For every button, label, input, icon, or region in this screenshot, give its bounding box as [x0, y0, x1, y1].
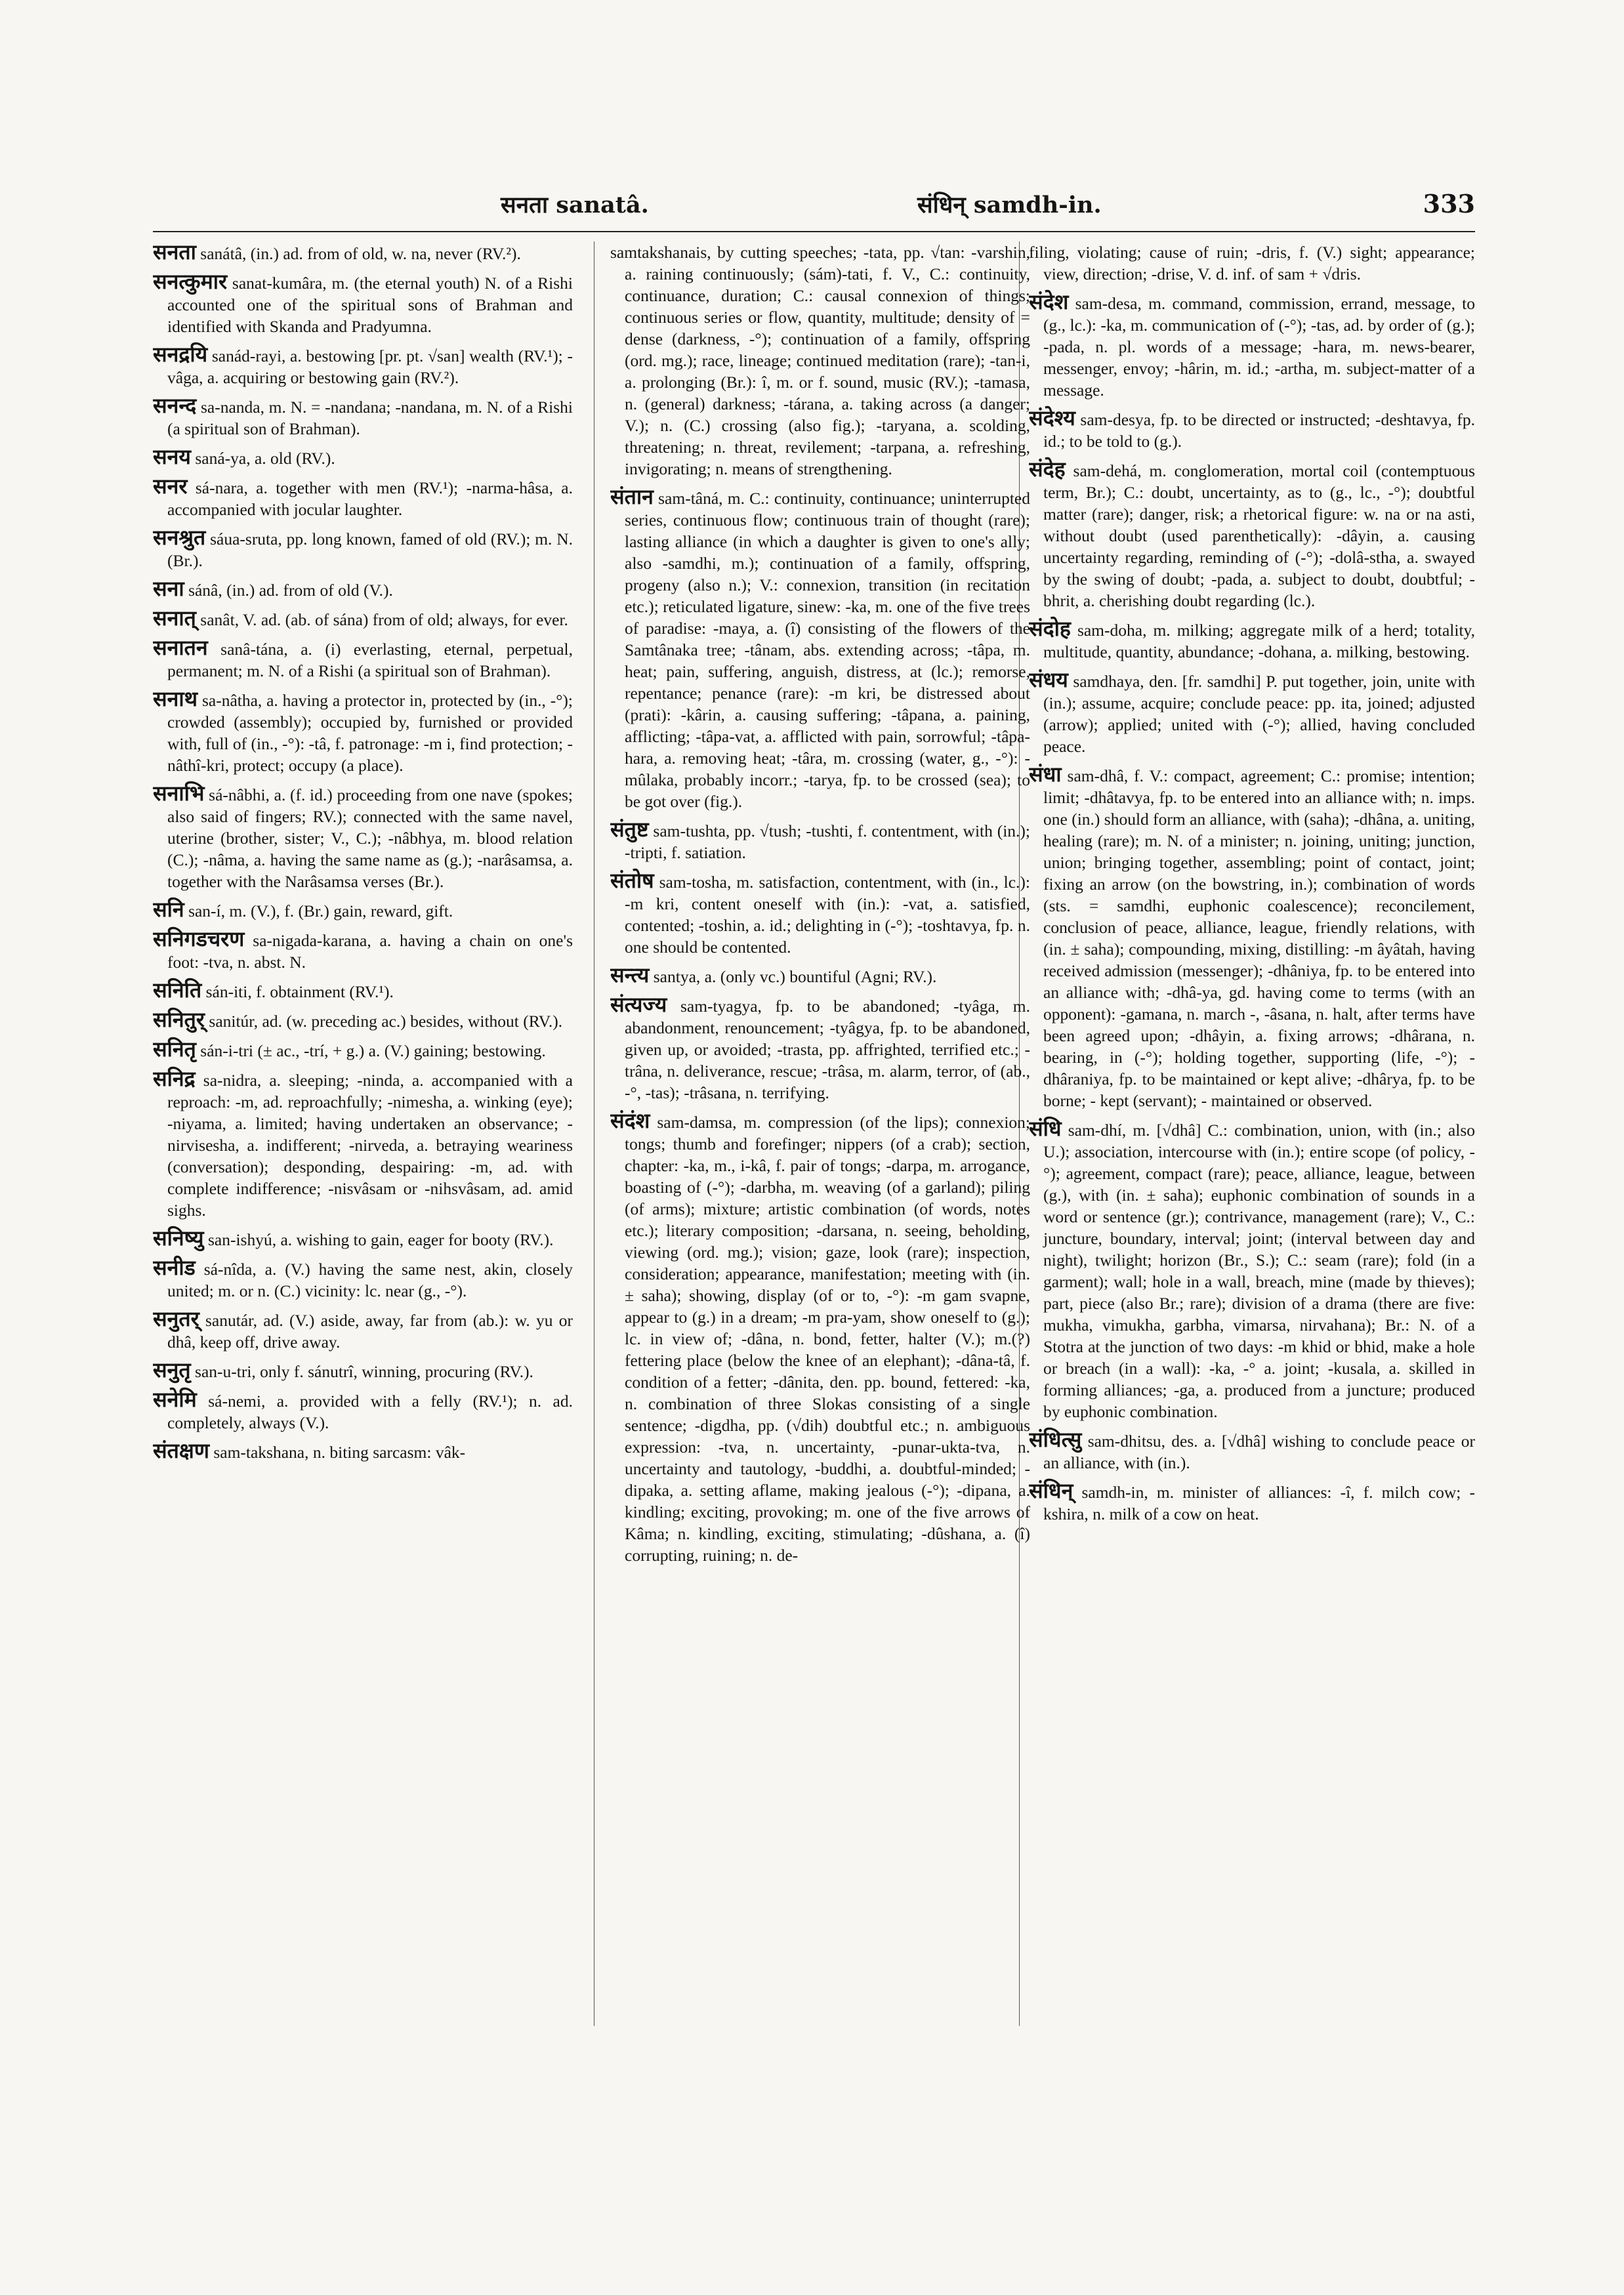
entry-headword: सनाथ	[153, 687, 198, 711]
dictionary-entry	[1029, 669, 1475, 757]
entry-headword: सनितृ	[153, 1037, 196, 1061]
entry-headword: संत्यज्य	[610, 993, 667, 1016]
dictionary-entry	[1029, 459, 1475, 611]
entry-definition: sam-tâná, m. C.: continuity, continuance; uninterrupted series, continuous flow; continuous train of thought (rare); lasting alliance (in which a daughter is given to one's ally; also -samdhi, m.); continuation of a family, offspring, progeny (also n.); V.: connexion, transition (in recitation etc.); reticulated ligature, sinew: -ka, m. one of the five trees of paradise: -maya, a. (î) consisting of the flowers of the Samtânaka tree; -tânam, abs. extending across; -tâpa, m. heat; pain, suffering, anguish, distress, at (lc.); remorse, repentance; penance (rare): -m kri, be distressed about (prati): -kârin, a. causing suffering; -tâpana, a. paining, afflicting; -tâpa-vat, a. afflicted with pain, sorrowful; -tâpa-hara, a. removing heat; -târa, m. crossing (water, g., -°): -mûlaka, probably incorr.; -tarya, fp. to be crossed (sea); to be got over (fig.).	[625, 489, 1030, 811]
entry-headword: सनुतृ	[153, 1358, 191, 1382]
dictionary-entry	[153, 688, 573, 776]
entry-definition: sam-tushta, pp. √tush; -tushti, f. contentment, with (in.); -tripti, f. satiation.	[625, 821, 1030, 862]
entry-headword: संधिन्	[1029, 1479, 1073, 1502]
dictionary-entry	[153, 446, 573, 469]
entry-definition: sá-nemi, a. provided with a felly (RV.¹); n. ad. completely, always (V.).	[167, 1392, 573, 1432]
entry-definition: sa-nidra, a. sleeping; -ninda, a. accompanied with a reproach: -m, ad. reproachfully; -nimesha, a. winking (eye); -niyama, a. limited; having undertaken an observance; -nirvisesha, a. indifferent; -nirveda, a. betraying weariness (conversation); desponding, despairing: -m, ad. with complete indifference; -nisvâsam or -nihsvâsam, ad. amid sighs.	[167, 1071, 573, 1220]
entry-definition: sanat-kumâra, m. (the eternal youth) N. of a Rishi accounted one of the spiritual sons of Brahman and identified with Skanda and Pradyumna.	[167, 274, 573, 336]
header-right-guideword: संधिन् samdh-in.	[917, 192, 1102, 218]
entry-headword: संतुष्ट	[610, 817, 649, 841]
entry-headword: सनातन	[153, 636, 208, 659]
entry-headword: सनिष्यु	[153, 1226, 204, 1250]
entry-definition: sam-desa, m. command, commission, errand, message, to (g., lc.): -ka, m. communication of (-°); -tas, ad. by order of (g.); -pada, n. pl. words of a message; -hara, m. news-bearer, messenger, envoy; -hârin, m. id.; -artha, m. subject-matter of a message.	[1043, 294, 1475, 400]
dictionary-entry	[1029, 1118, 1475, 1422]
entry-definition: sam-damsa, m. compression (of the lips); connexion; tongs; thumb and forefinger; nippers (of a crab); section, chapter: -ka, m., i-kâ, f. pair of tongs; -darpa, m. arrogance, boasting of (-°); -darbha, m. weaving (of a garland); piling (of arms); mixture; artistic combination (of words, notes etc.); literary composition; -darsana, n. seeing, beholding, viewing (ord. mg.); vision; gaze, look (rare); inspection, consideration; appearance, manifestation; meeting with (in. ± saha); showing, display (of or to, -°): -m gam svapne, appear to (g.) in a dream; -m pra-yam, show oneself to (g.); lc. in view of; -dâna, n. bond, fetter, halter (V.); m.(?) fettering place (below the knee of an elephant); -dâna-tâ, f. condition of a fetter; -dânita, den. pp. bound, fettered: -ka, n. combination of three Slokas consisting of a single sentence; -digdha, pp. (√dih) doubtful etc.; n. ambiguous expression: -tva, n. uncertainty, -punar-ukta-tva, n. uncertainty and tautology, -buddhi, a. doubtful-minded; -dipaka, a. setting aflame, making jealous (-°); -dipana, a. kindling; exciting, provoking; m. one of the five arrows of Kâma; n. kindling, exciting, stimulating; -dûshana, a. (î) corrupting, ruining; n. de-	[625, 1113, 1030, 1565]
dictionary-entry	[610, 964, 1030, 987]
entry-definition: sánâ, (in.) ad. from of old (V.).	[188, 581, 393, 600]
dictionary-entry	[153, 578, 573, 601]
entry-headword: संतक्षण	[153, 1439, 209, 1462]
dictionary-entry	[610, 1110, 1030, 1566]
entry-headword: सनीड	[153, 1256, 196, 1279]
entry-headword: संदंश	[610, 1109, 650, 1132]
dictionary-entry	[1029, 291, 1475, 401]
dictionary-entry	[153, 344, 573, 388]
entry-definition: sam-doha, m. milking; aggregate milk of a herd; totality, multitude, quantity, abundance; -dohana, a. milking, bestowing.	[1043, 621, 1475, 661]
entry-definition: sa-nigada-karana, a. having a chain on one's foot: -tva, n. abst. N.	[167, 931, 573, 972]
dictionary-entry	[153, 1440, 573, 1463]
entry-headword: सनेमि	[153, 1388, 197, 1411]
dictionary-entry	[153, 928, 573, 973]
entry-headword: सनता	[153, 241, 196, 264]
entry-headword: संदोह	[1029, 617, 1071, 640]
entry-definition: sam-takshana, n. biting sarcasm: vâk-	[213, 1443, 466, 1462]
dictionary-entry	[153, 1359, 573, 1382]
column-3	[1029, 241, 1475, 2033]
entry-headword: संदेह	[1029, 457, 1066, 481]
entry-headword: सनश्रुत	[153, 526, 206, 549]
entry-headword: सन्त्य	[610, 963, 650, 987]
entry-headword: सनुतर्	[153, 1307, 199, 1331]
entry-definition: sa-nanda, m. N. = -nandana; -nandana, m. N. of a Rishi (a spiritual son of Brahman).	[167, 398, 573, 438]
dictionary-entry	[1029, 1480, 1475, 1525]
entry-definition: sán-iti, f. obtainment (RV.¹).	[205, 982, 394, 1001]
entry-definition: sá-nâbhi, a. (f. id.) proceeding from one nave (spokes; also said of fingers; RV.); connected with the same navel, uterine (brother, sister; V., C.); -nâbhya, m. blood relation (C.); -nâma, a. having the same name as (g.); -narâsamsa, a. together with the Narâsamsa verses (Br.).	[167, 785, 573, 891]
dictionary-entry	[153, 395, 573, 440]
entry-headword: सनात्	[153, 606, 196, 630]
entry-definition: sanutár, ad. (V.) aside, away, far from (ab.): w. yu or dhâ, keep off, drive away.	[167, 1311, 573, 1352]
dictionary-entry	[153, 1257, 573, 1302]
entry-headword: संदेश्य	[1029, 406, 1075, 430]
dictionary-entry	[610, 819, 1030, 863]
entry-definition: sáua-sruta, pp. long known, famed of old (RV.); m. N. (Br.).	[167, 529, 573, 570]
entry-headword: सनितुर्	[153, 1008, 205, 1031]
entry-headword: सनत्कुमार	[153, 270, 228, 293]
entry-definition: sam-dhí, m. [√dhâ] C.: combination, union, with (in.; also U.); association, intercourse with (in.); entire scope (of policy, -°); agreement, compact (rare); peace, alliance, league, between (g.), with (in. ± saha); euphonic combination of sounds in a word or sentence (gr.); contrivance, management (rare); V., C.: juncture, boundary, interval; joint; (interval between day and night), twilight; horizon (Br., S.); C.: seam (rare); fold (in a garment); wall; hole in a wall, breach, mine (made by thieves); part, piece (also Br.; rare); division of a drama (there are five: mukha, vimukha, garbha, vimarsa, nirvahana); Br.: N. of a Stotra at the junction of two days: -m khid or bhid, make a hole or breach (in a wall): -ka, -° a. joint; -kusala, a. skilled in forming alliances; -ga, a. produced from a juncture; produced by euphonic combination.	[1043, 1121, 1475, 1421]
dictionary-entry	[153, 637, 573, 682]
dictionary-entry	[1029, 1429, 1475, 1474]
dictionary-entry	[1029, 764, 1475, 1111]
entry-definition: sam-dhâ, f. V.: compact, agreement; C.: promise; intention; limit; -dhâtavya, fp. to be entered into an alliance with; n. imps. one (in.) should form an alliance, with (saha); -dhâna, a. uniting, healing (rare); m. N. of a minister; n. joining, uniting; junction, union; bringing together, assembling; point of contact, joint; fixing an arrow (on the bowstring, in.); combination of words (sts. = samdhi, euphonic coalescence); reconcilement, conclusion of peace, alliance, league, friendly relations, with (in. ± saha); compounding, mixing, distilling: -m âyâtah, having received admission (messenger); -dhâniya, fp. to be entered into an alliance with; -dhâ-ya, gd. having come to terms (with an opponent): -gamana, n. march -, -âsana, n. halt, after terms have been agreed upon; -dhâyin, a. fixing arrows; -dhârana, n. bearing, in (-°); holding together, supporting (life, -°); -dhâraniya, fp. to be maintained or kept alive; -dhârya, fp. to be borne; - kept (servant); - maintained or observed.	[1043, 766, 1475, 1110]
entry-headword: सनर	[153, 474, 188, 498]
column-2	[610, 241, 1030, 2033]
dictionary-entry	[153, 899, 573, 922]
entry-headword: संतोष	[610, 869, 654, 892]
entry-definition: san-u-tri, only f. sánutrî, winning, procuring (RV.).	[195, 1362, 533, 1381]
entry-headword: संतान	[610, 485, 654, 508]
dictionary-entry	[153, 1009, 573, 1032]
entry-definition: sam-desya, fp. to be directed or instructed; -deshtavya, fp. id.; to be told to (g.).	[1043, 410, 1475, 451]
entry-definition: sán-i-tri (± ac., -trí, + g.) a. (V.) gaining; bestowing.	[200, 1041, 546, 1060]
entry-headword: सनाभि	[153, 781, 205, 805]
dictionary-entry	[153, 241, 573, 264]
dictionary-entry	[153, 527, 573, 571]
entry-definition: sam-dehá, m. conglomeration, mortal coil (contemptuous term, Br.); C.: doubt, uncertainty, as to (g., lc., -°); doubtful matter (rare); danger, risk; a rhetorical figure: w. na or na asti, without doubt (used parenthetically): -dâyin, a. causing uncertainty regarding, reminding of (-°); -dolâ-stha, a. swayed by the swing of doubt; -pada, a. subject to doubt, doubtful; -bhrit, a. cherishing doubt regarding (lc.).	[1043, 461, 1475, 610]
entry-definition: filing, violating; cause of ruin; -dris, f. (V.) sight; appearance; view, direction; -drise, V. d. inf. of sam + √dris.	[1029, 243, 1475, 283]
entry-headword: संधा	[1029, 762, 1062, 786]
entry-headword: सनय	[153, 445, 191, 468]
entry-headword: सनिगडचरण	[153, 927, 245, 951]
dictionary-entry	[153, 271, 573, 337]
entry-headword: संधि	[1029, 1117, 1062, 1140]
entry-definition: sanád-rayi, a. bestowing [pr. pt. √san] wealth (RV.¹); -vâga, a. acquiring or bestowing gain (RV.²).	[167, 346, 573, 387]
page-number: 333	[1423, 189, 1475, 218]
entry-definition: santya, a. (only vc.) bountiful (Agni; RV.).	[653, 967, 937, 986]
entry-headword: सनन्द	[153, 394, 197, 417]
dictionary-entry	[153, 476, 573, 520]
dictionary-entry	[153, 1308, 573, 1353]
entry-headword: संदेश	[1029, 290, 1069, 314]
dictionary-entry	[1029, 407, 1475, 452]
dictionary-entry	[1029, 241, 1475, 285]
running-header	[153, 189, 1475, 228]
dictionary-entry	[153, 1228, 573, 1251]
entry-headword: सनिति	[153, 978, 202, 1002]
entry-headword: सनद्रयि	[153, 342, 208, 366]
column-1	[153, 241, 573, 2033]
dictionary-entry	[153, 1389, 573, 1434]
entry-definition: sam-tosha, m. satisfaction, contentment, with (in., lc.): -m kri, content oneself with (in.): -vat, a. satisfied, contented; -toshin, a. id.; delighting in (-°); -toshtavya, fp. n. one should be contented.	[625, 873, 1030, 957]
entry-definition: samdhaya, den. [fr. samdhi] P. put together, join, unite with (in.); assume, acquire; conclude peace: pp. ita, joined; adjusted (arrow); applied; united with (-°); allied, having concluded peace.	[1043, 672, 1475, 756]
dictionary-entry	[153, 783, 573, 892]
entry-headword: सनिद्र	[153, 1067, 196, 1090]
dictionary-entry	[153, 608, 573, 631]
entry-definition: sá-nara, a. together with men (RV.¹); -narma-hâsa, a. accompanied with jocular laughter.	[167, 478, 573, 519]
entry-definition: san-í, m. (V.), f. (Br.) gain, reward, gift.	[188, 901, 453, 920]
entry-definition: saná-ya, a. old (RV.).	[195, 449, 335, 468]
entry-definition: sá-nîda, a. (V.) having the same nest, akin, closely united; m. or n. (C.) vicinity: lc. near (g., -°).	[167, 1260, 573, 1300]
entry-headword: सना	[153, 577, 184, 600]
dictionary-entry	[153, 1068, 573, 1221]
entry-definition: sam-dhitsu, des. a. [√dhâ] wishing to conclude peace or an alliance, with (in.).	[1043, 1432, 1475, 1472]
entry-definition: sanitúr, ad. (w. preceding ac.) besides, without (RV.).	[209, 1012, 563, 1031]
entry-definition: sa-nâtha, a. having a protector in, protected by (in., -°); crowded (assembly); occupied by, furnished or provided with, full of (in., -°): -tâ, f. patronage: -m i, find protection; -nâthî-kri, protect; occupy (a place).	[167, 691, 573, 775]
dictionary-entry	[610, 486, 1030, 812]
dictionary-entry	[610, 994, 1030, 1104]
entry-definition: san-ishyú, a. wishing to gain, eager for booty (RV.).	[207, 1230, 554, 1249]
entry-definition: samtakshanais, by cutting speeches; -tata, pp. √tan: -varshin, a. raining continuously; (sám)-tati, f. V., C.: continuity, continuance, duration; C.: causal connexion of things; continuous series or flow, quantity, multitude; density of = dense (darkness, -°); continuation of a family, offspring (ord. mg.); race, lineage; continued meditation (rare); -tan-i, a. prolonging (Br.): î, m. or f. sound, music (RV.); -tamasa, n. (general) darkness; -tárana, a. taking across (a danger; V.); n. (C.) crossing (also fig.); -taryana, a. scolding, threatening; n. threat, revilement; -tarpana, a. refreshing, invigorating; n. means of strengthening.	[610, 243, 1030, 478]
entry-headword: सनि	[153, 898, 184, 921]
entry-headword: संधित्सु	[1029, 1428, 1082, 1451]
dictionary-entry	[153, 980, 573, 1003]
header-rule	[153, 231, 1475, 232]
dictionary-entry	[1029, 618, 1475, 663]
dictionary-entry	[153, 1039, 573, 1062]
dictionary-entry	[610, 870, 1030, 958]
entry-headword: संधय	[1029, 668, 1068, 692]
dictionary-entry	[610, 241, 1030, 480]
entry-definition: sanât, V. ad. (ab. of sána) from of old; always, for ever.	[200, 610, 568, 629]
entry-definition: sanâ-tána, a. (i) everlasting, eternal, perpetual, permanent; m. N. of a Rishi (a spiritual son of Brahman).	[167, 640, 573, 680]
header-left-guideword: सनता sanatâ.	[501, 192, 649, 218]
entry-definition: sanátâ, (in.) ad. from of old, w. na, never (RV.²).	[200, 244, 521, 263]
entry-definition: sam-tyagya, fp. to be abandoned; -tyâga, m. abandonment, renouncement; -tyâgya, fp. to be abandoned, given up, or avoided; -trasta, pp. affrighted, terrified etc.; -trâna, n. deliverance, rescue; -trâsa, m. alarm, terror, of (ab., -°, -tas); -trâsana, n. terrifying.	[625, 997, 1030, 1102]
entry-definition: samdh-in, m. minister of alliances: -î, f. milch cow; -kshira, n. milk of a cow on heat.	[1043, 1483, 1475, 1523]
